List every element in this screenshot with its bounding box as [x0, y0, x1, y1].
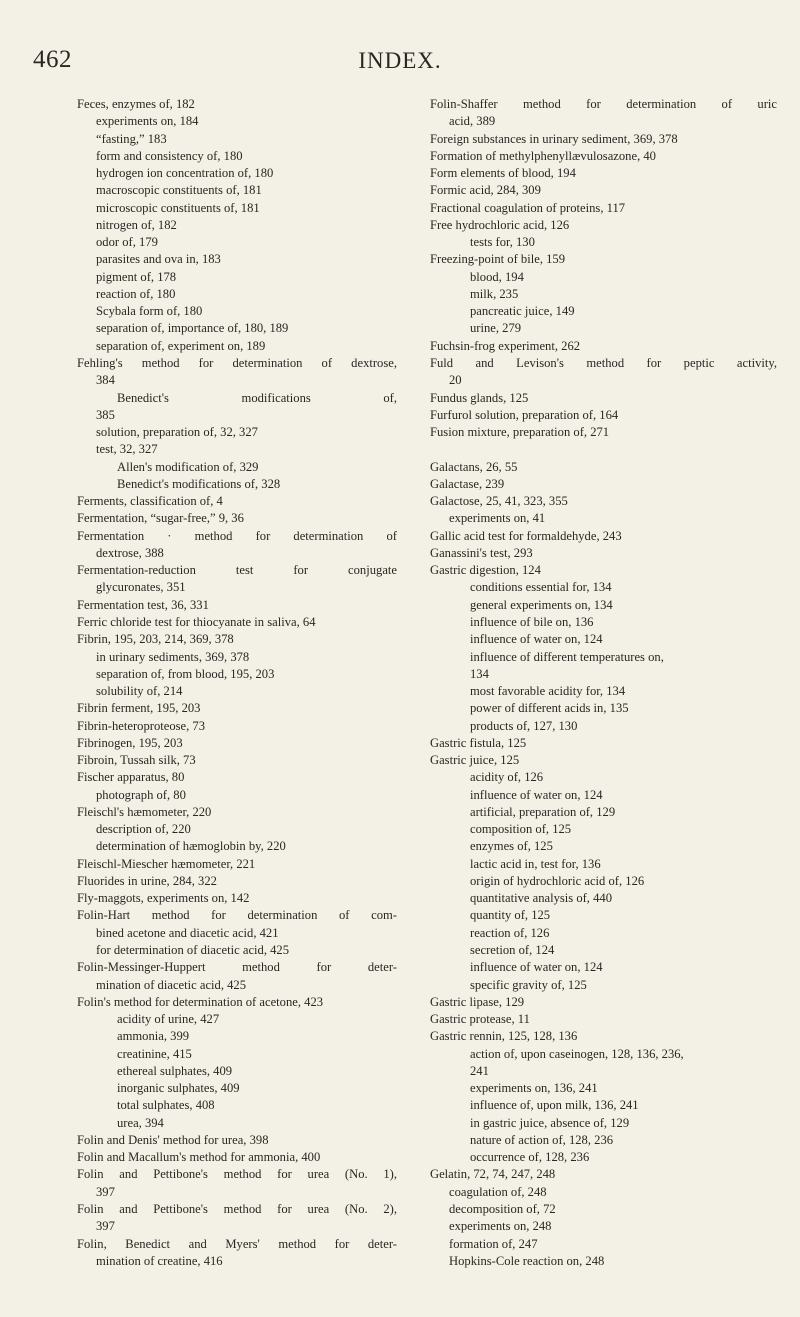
index-subentry: specific gravity of, 125	[470, 977, 587, 992]
index-entry: Foreign substances in urinary sediment, 369, 378	[430, 131, 678, 146]
index-subentry: Benedict's modifications of,	[117, 390, 397, 405]
index-entry: Fibroin, Tussah silk, 73	[77, 753, 196, 768]
index-entry: Fundus glands, 125	[430, 390, 529, 405]
index-subentry: tests for, 130	[470, 235, 535, 250]
index-entry: Gelatin, 72, 74, 247, 248	[430, 1167, 556, 1182]
index-subentry: acidity of urine, 427	[117, 1012, 220, 1027]
index-subentry: solution, preparation of, 32, 327	[96, 425, 258, 440]
index-subentry: Allen's modification of, 329	[117, 459, 259, 474]
index-subentry: 241	[470, 1063, 489, 1078]
index-subentry: separation of, importance of, 180, 189	[96, 321, 289, 336]
index-subentry: test, 32, 327	[96, 442, 158, 457]
index-subentry: odor of, 179	[96, 235, 158, 250]
index-subentry: ammonia, 399	[117, 1029, 190, 1044]
index-entry: Fermentation, “sugar-free,” 9, 36	[77, 511, 244, 526]
index-entry: Gastric protease, 11	[430, 1012, 530, 1027]
index-subentry: influence of water on, 124	[470, 960, 603, 975]
index-entry: Folin and Pettibone's method for urea (No. 2),	[77, 1202, 397, 1216]
index-entry: Fluorides in urine, 284, 322	[77, 873, 217, 888]
index-subentry: experiments on, 136, 241	[470, 1081, 598, 1096]
index-entry: Ferric chloride test for thiocyanate in saliva, 64	[77, 614, 316, 629]
index-subentry: conditions essential for, 134	[470, 580, 612, 595]
index-entry: Ferments, classification of, 4	[77, 494, 223, 509]
index-entry: Folin-Shaffer method for determination of uric	[430, 97, 777, 111]
index-subentry: in gastric juice, absence of, 129	[470, 1115, 630, 1130]
index-entry: Gastric lipase, 129	[430, 994, 525, 1009]
index-subentry: macroscopic constituents of, 181	[96, 183, 262, 198]
index-subentry: “fasting,” 183	[96, 131, 167, 146]
index-subentry: nature of action of, 128, 236	[470, 1132, 614, 1147]
index-entry: Formic acid, 284, 309	[430, 183, 541, 198]
index-subentry: influence of water on, 124	[470, 787, 603, 802]
index-entry: Fuld and Levison's method for peptic activity,	[430, 355, 777, 370]
index-entry: Galactase, 239	[430, 476, 505, 491]
index-entry: Fly-maggots, experiments on, 142	[77, 891, 250, 906]
index-entry: Gastric digestion, 124	[430, 563, 541, 578]
index-subentry: microscopic constituents of, 181	[96, 200, 260, 215]
index-subentry: determination of hæmoglobin by, 220	[96, 839, 286, 854]
index-subentry: mination of creatine, 416	[96, 1253, 223, 1268]
index-entry: Galactans, 26, 55	[430, 459, 518, 474]
index-subentry: total sulphates, 408	[117, 1098, 215, 1113]
index-subentry: experiments on, 184	[96, 114, 199, 129]
index-subentry: action of, upon caseinogen, 128, 136, 236,	[470, 1046, 684, 1061]
index-subentry: general experiments on, 134	[470, 597, 613, 612]
index-entry: Feces, enzymes of, 182	[77, 97, 195, 111]
index-entry: Fermentation · method for determination of	[77, 528, 397, 543]
index-subentry: influence of different temperatures on,	[470, 649, 664, 664]
index-column-right	[430, 96, 777, 1270]
index-subentry: pigment of, 178	[96, 269, 177, 284]
index-entry: Folin's method for determination of acetone, 423	[77, 994, 324, 1009]
index-entry: Fibrin-heteroproteose, 73	[77, 718, 206, 733]
index-subentry: reaction of, 126	[470, 925, 550, 940]
index-subentry: urine, 279	[470, 321, 522, 336]
index-entry: Gastric rennin, 125, 128, 136	[430, 1029, 578, 1044]
index-entry: Fleischl-Miescher hæmometer, 221	[77, 856, 256, 871]
index-subentry: milk, 235	[470, 286, 519, 301]
index-subentry: influence of bile on, 136	[470, 614, 594, 629]
index-subentry: hydrogen ion concentration of, 180	[96, 166, 274, 181]
index-subentry: 134	[470, 666, 489, 681]
index-subentry: occurrence of, 128, 236	[470, 1150, 590, 1165]
index-subentry: power of different acids in, 135	[470, 701, 629, 716]
index-subentry: creatinine, 415	[117, 1046, 192, 1061]
index-subentry: Hopkins-Cole reaction on, 248	[449, 1253, 605, 1268]
index-entry: Fuchsin-frog experiment, 262	[430, 338, 581, 353]
index-subentry: pancreatic juice, 149	[470, 304, 575, 319]
index-entry: Fischer apparatus, 80	[77, 770, 185, 785]
running-title: INDEX.	[358, 48, 442, 73]
section-gap	[430, 441, 777, 458]
index-subentry: separation of, experiment on, 189	[96, 338, 266, 353]
index-entry: Folin and Denis' method for urea, 398	[77, 1132, 269, 1147]
index-subentry: quantitative analysis of, 440	[470, 891, 612, 906]
index-subentry: for determination of diacetic acid, 425	[96, 943, 290, 958]
index-subentry: parasites and ova in, 183	[96, 252, 221, 267]
index-subentry: quantity of, 125	[470, 908, 551, 923]
index-entry: Folin, Benedict and Myers' method for deter-	[77, 1236, 397, 1251]
index-subentry: reaction of, 180	[96, 286, 176, 301]
index-entry: Fermentation test, 36, 331	[77, 597, 209, 612]
index-entry: Folin-Hart method for determination of com-	[77, 908, 397, 923]
index-subentry: most favorable acidity for, 134	[470, 684, 626, 699]
index-subentry: nitrogen of, 182	[96, 217, 177, 232]
index-subentry: enzymes of, 125	[470, 839, 553, 854]
index-subentry: origin of hydrochloric acid of, 126	[470, 873, 645, 888]
index-subentry: bined acetone and diacetic acid, 421	[96, 925, 279, 940]
page-number: 462	[33, 46, 72, 73]
index-entry: Folin and Macallum's method for ammonia, 400	[77, 1150, 321, 1165]
index-entry: Fibrinogen, 195, 203	[77, 735, 183, 750]
index-subentry: decomposition of, 72	[449, 1202, 556, 1216]
index-entry: Folin-Messinger-Huppert method for deter-	[77, 960, 397, 975]
index-subentry: in urinary sediments, 369, 378	[96, 649, 250, 664]
index-subentry: form and consistency of, 180	[96, 148, 243, 163]
index-subentry: artificial, preparation of, 129	[470, 804, 616, 819]
index-entry: Folin and Pettibone's method for urea (No. 1),	[77, 1167, 397, 1182]
index-subentry: acidity of, 126	[470, 770, 544, 785]
index-entry: Fractional coagulation of proteins, 117	[430, 200, 626, 215]
index-entry: Galactose, 25, 41, 323, 355	[430, 494, 568, 509]
index-subentry: description of, 220	[96, 822, 191, 837]
index-subentry: influence of water on, 124	[470, 632, 603, 647]
index-subentry: mination of diacetic acid, 425	[96, 977, 247, 992]
index-subentry: 397	[96, 1219, 115, 1234]
index-entry: Fehling's method for determination of dextrose,	[77, 355, 397, 370]
page-header	[0, 46, 800, 86]
index-subentry: experiments on, 41	[449, 511, 546, 526]
index-entry: Fleischl's hæmometer, 220	[77, 804, 212, 819]
index-entry: Free hydrochloric acid, 126	[430, 217, 570, 232]
index-subentry: blood, 194	[470, 269, 524, 284]
index-subentry: acid, 389	[449, 114, 496, 129]
index-subentry: products of, 127, 130	[470, 718, 578, 733]
index-entry: Freezing-point of bile, 159	[430, 252, 566, 267]
index-subentry: urea, 394	[117, 1115, 164, 1130]
index-subentry: lactic acid in, test for, 136	[470, 856, 601, 871]
index-subentry: 397	[96, 1184, 115, 1199]
index-subentry: Benedict's modifications of, 328	[117, 476, 281, 491]
index-entry: Gastric fistula, 125	[430, 735, 527, 750]
index-entry: Furfurol solution, preparation of, 164	[430, 407, 619, 422]
index-entry: Fibrin ferment, 195, 203	[77, 701, 201, 716]
index-subentry: formation of, 247	[449, 1236, 538, 1251]
index-subentry: coagulation of, 248	[449, 1184, 547, 1199]
index-entry: Fusion mixture, preparation of, 271	[430, 425, 610, 440]
index-column-left	[77, 96, 397, 1270]
index-subentry: experiments on, 248	[449, 1219, 552, 1234]
index-entry: Gallic acid test for formaldehyde, 243	[430, 528, 622, 543]
index-subentry: glycuronates, 351	[96, 580, 186, 595]
index-subentry: secretion of, 124	[470, 943, 555, 958]
index-entry: Formation of methylphenyllævulosazone, 40	[430, 148, 656, 163]
index-subentry: ethereal sulphates, 409	[117, 1063, 233, 1078]
index-subentry: 20	[449, 373, 462, 388]
index-entry: Ganassini's test, 293	[430, 545, 533, 560]
index-subentry: dextrose, 388	[96, 545, 164, 560]
index-subentry: Scybala form of, 180	[96, 304, 203, 319]
index-subentry: 384	[96, 373, 115, 388]
index-subentry: 385	[96, 407, 115, 422]
index-subentry: composition of, 125	[470, 822, 572, 837]
index-subentry: separation of, from blood, 195, 203	[96, 666, 275, 681]
index-entry: Fermentation-reduction test for conjugate	[77, 563, 397, 578]
index-subentry: photograph of, 80	[96, 787, 186, 802]
index-subentry: inorganic sulphates, 409	[117, 1081, 240, 1096]
index-subentry: influence of, upon milk, 136, 241	[470, 1098, 639, 1113]
index-entry: Form elements of blood, 194	[430, 166, 576, 181]
index-subentry: solubility of, 214	[96, 684, 183, 699]
index-entry: Gastric juice, 125	[430, 753, 520, 768]
index-entry: Fibrin, 195, 203, 214, 369, 378	[77, 632, 234, 647]
